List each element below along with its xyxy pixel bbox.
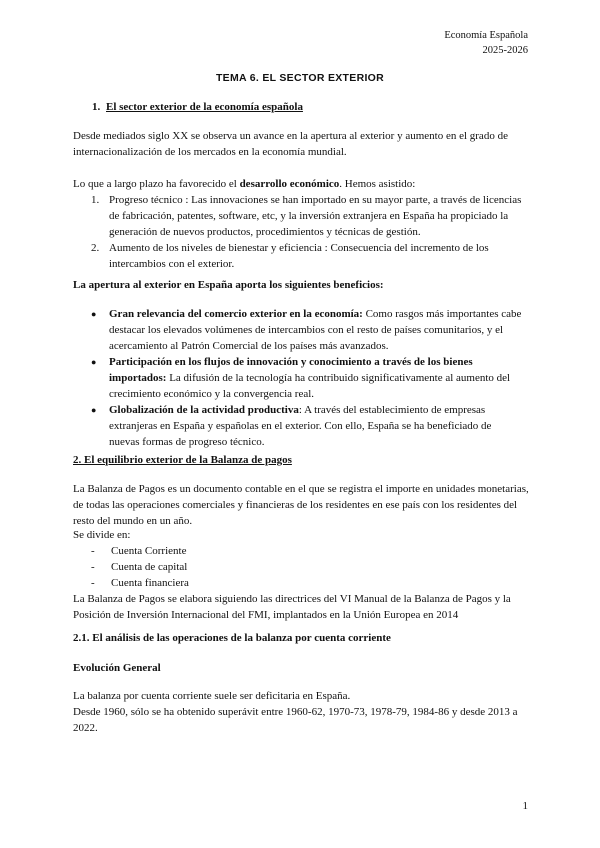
part-label: Cuenta financiera — [111, 577, 189, 589]
part-label: Cuenta de capital — [111, 561, 188, 573]
evolution-p1: La balanza por cuenta corriente suele ser deficitaria en España. — [73, 690, 351, 702]
benefit-text: La difusión de la tecnología ha contribuido significativamente al aumento del crecimiento económico y la convergencia real. — [109, 372, 511, 400]
list-item — [91, 354, 523, 402]
header-subject: Economía Española — [444, 30, 528, 41]
benefit-title: Gran relevancia del comercio exterior en la economía: — [109, 308, 363, 320]
subsection-heading: 2.1. El análisis de las operaciones de la balanza por cuenta corriente — [73, 632, 391, 644]
section2-intro: La Balanza de Pagos es un documento contable en el que se registra el importe en unidades monetarias, de todas las operaciones comerciales y financieras de los residentes en ese país con los residentes del resto del mundo en un año. — [73, 483, 529, 527]
benefit-text: Como rasgos más importantes cabe destacar los elevados volúmenes de intercambios con el resto de países comunitarios, y el acercamiento al Patrón Comercial de los países más avanzados. — [109, 308, 522, 352]
list-item-text: Aumento de los niveles de bienestar y eficiencia : Consecuencia del incremento de los intercambios con el exterior. — [109, 242, 489, 270]
list-item — [91, 402, 523, 450]
dash-marker: - — [91, 561, 95, 573]
section1-intro: Desde mediados siglo XX se observa un avance en la apertura al exterior y aumento en el grado de internacionalización de los mercados en la economía mundial. — [73, 130, 508, 158]
progress-list — [91, 192, 523, 272]
list-item — [73, 559, 533, 575]
evolution-p2: Desde 1960, sólo se ha obtenido superávit entre 1960-62, 1970-73, 1978-79, 1984-86 y desde 2013 a 2022. — [73, 706, 518, 734]
benefit-title: Globalización de la actividad productiva — [109, 404, 299, 416]
section1-heading-text: El sector exterior de la economía española — [106, 101, 303, 113]
page-number: 1 — [522, 800, 528, 812]
parts-list — [73, 543, 533, 591]
section1-number: 1. — [92, 101, 101, 113]
dash-marker: - — [91, 545, 95, 557]
evolution-heading: Evolución General — [73, 662, 161, 674]
header-year: 2025-2026 — [482, 45, 528, 56]
benefit-text: : A través del establecimiento de empresas extranjeras en España y españolas en el exterior. Con ello, España se ha beneficiado de nuevas formas de progreso técnico. — [109, 404, 492, 448]
list-item — [91, 240, 523, 272]
list-number: 2. — [91, 242, 100, 254]
section1-lead — [73, 176, 533, 192]
section2-heading: 2. El equilibrio exterior de la Balanza de pagos — [73, 454, 292, 466]
list-item — [91, 192, 523, 240]
benefit-title: Participación en los flujos de innovación y conocimiento a través de los bienes importados: — [109, 356, 473, 384]
section2-manual: La Balanza de Pagos se elabora siguiendo las directrices del VI Manual de la Balanza de Pagos y la Posición de Inversión Internacional del FMI, implantados en la Unión Europea en 2014 — [73, 593, 511, 621]
document-header — [444, 28, 528, 58]
section1-lead-bold: desarrollo económico — [239, 178, 340, 190]
bullet-icon: ● — [91, 357, 97, 367]
section1-heading — [92, 99, 303, 115]
list-number: 1. — [91, 194, 100, 206]
dash-marker: - — [91, 577, 95, 589]
bullet-icon: ● — [91, 309, 97, 319]
list-item — [91, 306, 523, 354]
part-label: Cuenta Corriente — [111, 545, 187, 557]
section2-divide: Se divide en: — [73, 529, 131, 541]
section1-lead-pre: Lo que a largo plazo ha favorecido el — [73, 178, 240, 190]
bullet-icon: ● — [91, 405, 97, 415]
list-item — [73, 575, 533, 591]
benefits-heading: La apertura al exterior en España aporta los siguientes beneficios: — [73, 279, 384, 291]
list-item — [73, 543, 533, 559]
list-item-text: Progreso técnico : Las innovaciones se han importado en su mayor parte, a través de licencias de fabricación, patentes, software, etc, y la inversión extranjera en España ha propiciado la generación de nuevos productos, procedimientos y técnicas de gestión. — [109, 194, 522, 238]
section1-lead-post: . Hemos asistido: — [339, 178, 416, 190]
benefits-list — [91, 306, 523, 450]
page-title: TEMA 6. EL SECTOR EXTERIOR — [215, 72, 385, 84]
